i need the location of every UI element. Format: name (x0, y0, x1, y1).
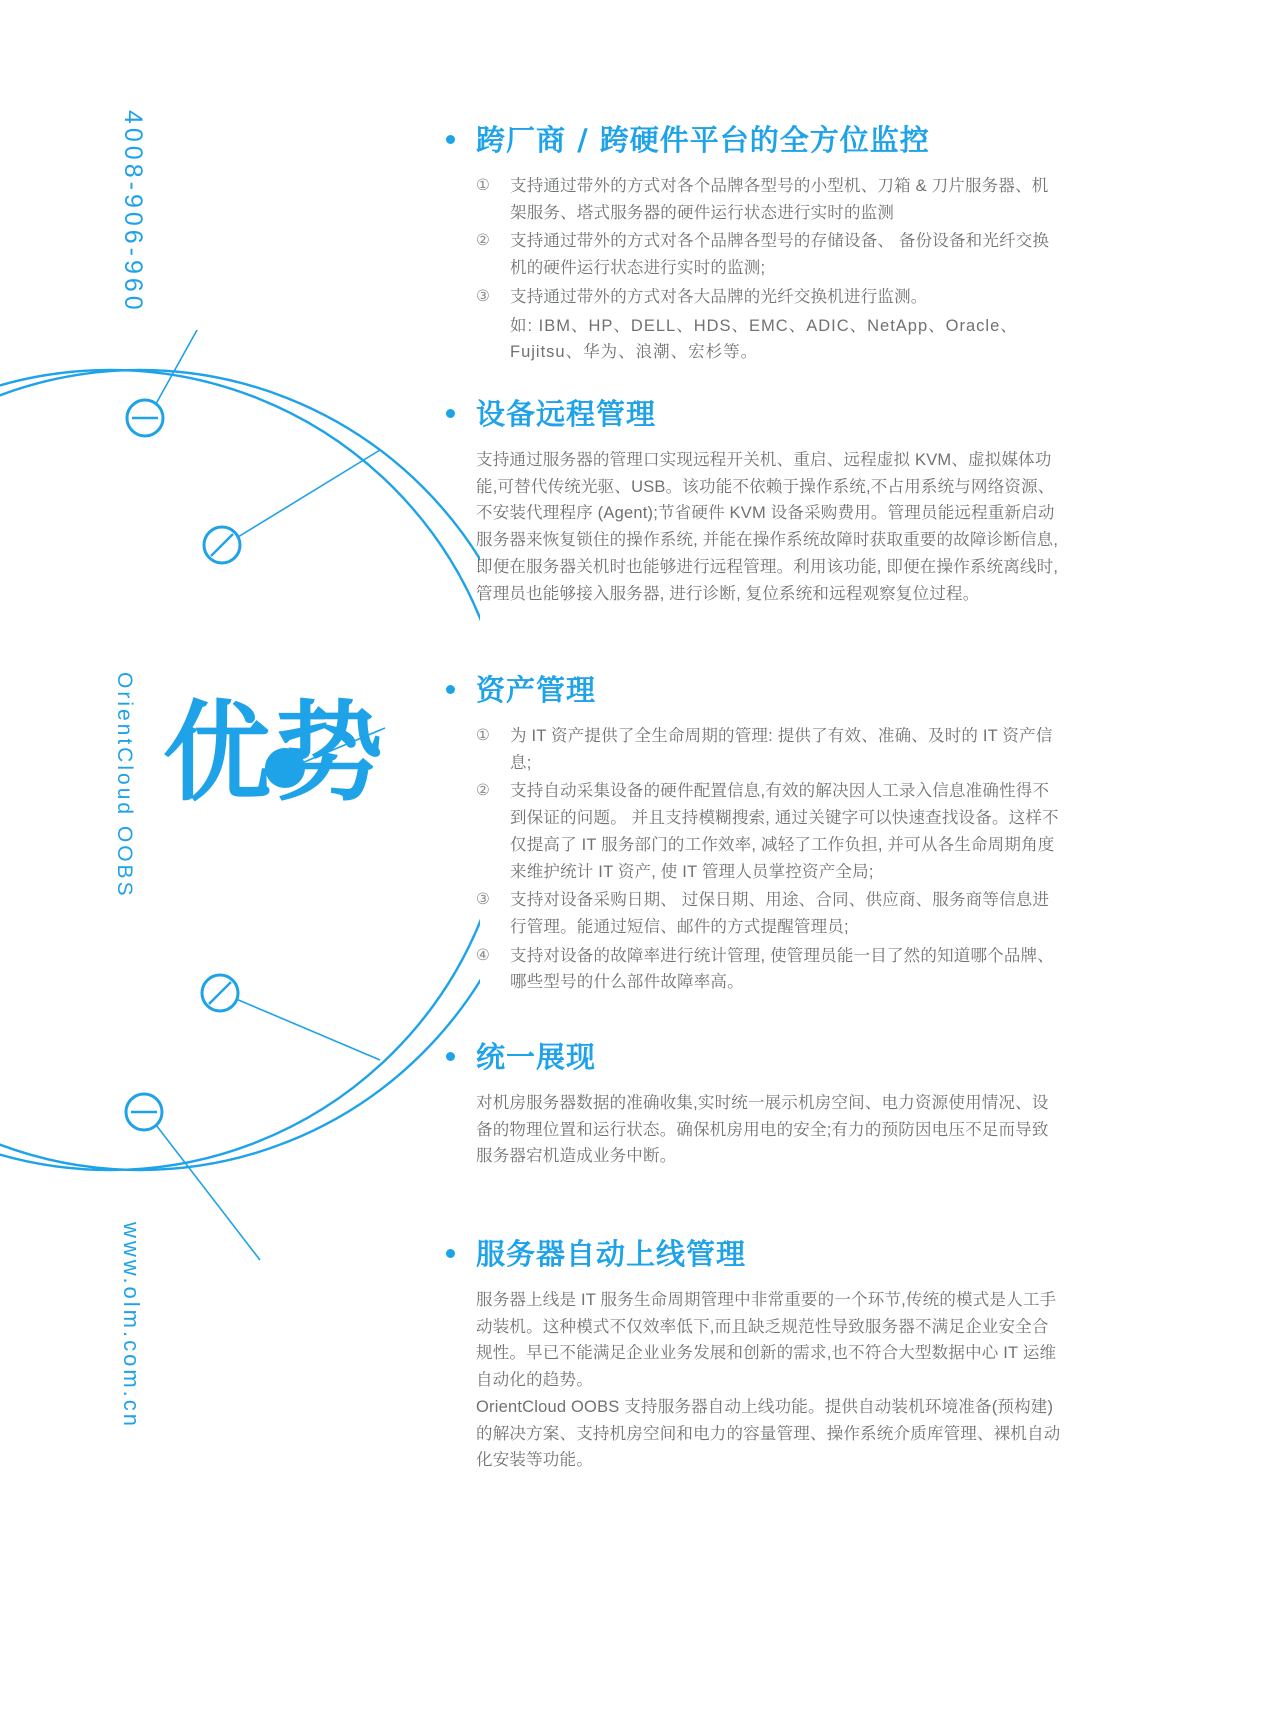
section-body (476, 1090, 1061, 1170)
section-body (476, 173, 1061, 366)
paragraph: 支持通过服务器的管理口实现远程开关机、重启、远程虚拟 KVM、虚拟媒体功能,可替代传统光驱、USB。该功能不依赖于操作系统,不占用系统与网络资源、不安装代理程序 (Agent);节省硬件 KVM 设备采购费用。管理员能远程重新启动服务器来恢复锁住的操作系统, 并能在操作系统故障时获取重要的故障诊断信息, 即便在服务器关机时也能够进行远程管理。利用该功能, 即便在操作系统离线时, 管理员也能够接入服务器, 进行诊断, 复位系统和远程观察复位过程。 (476, 451, 1059, 603)
paragraph: OrientCloud OOBS 支持服务器自动上线功能。提供自动装机环境准备(预构建)的解决方案、支持机房空间和电力的容量管理、操作系统介质库管理、裸机自动化安装等功能。 (476, 1397, 1061, 1470)
section-bullet-dot (446, 685, 455, 694)
section-title: 资产管理 (476, 673, 597, 707)
list-marker: ① (476, 727, 491, 744)
list-marker: ③ (476, 891, 491, 909)
section-asset-management (476, 668, 1061, 998)
slashed-circle-icon (204, 527, 240, 563)
section-body (476, 723, 1061, 996)
section-body (476, 1287, 1061, 1474)
section-body (476, 447, 1061, 607)
phone-number: 4008-906-960 (119, 110, 147, 314)
list-marker: ① (476, 177, 491, 194)
list-marker: ② (476, 232, 491, 250)
decorative-circle-graphic (0, 330, 480, 1360)
slashed-circle-icon (202, 975, 238, 1011)
list-text: 支持对设备采购日期、 过保日期、用途、合同、供应商、服务商等信息进行管理。能通过短信、邮件的方式提醒管理员; (510, 891, 1050, 937)
paragraph: 对机房服务器数据的准确收集,实时统一展示机房空间、电力资源使用情况、设备的物理位置和运行状态。确保机房用电的安全;有力的预防因电压不足而导致服务器宕机造成业务中断。 (476, 1094, 1049, 1166)
vendor-note: 如: IBM、HP、DELL、HDS、EMC、ADIC、NetApp、Oracle、Fujitsu、华为、浪潮、宏杉等。 (510, 316, 1018, 362)
brand-name-vertical: OrientCloud OOBS (113, 672, 136, 899)
paragraph: 服务器上线是 IT 服务生命周期管理中非常重要的一个环节,传统的模式是人工手动装机。这种模式不仅效率低下,而且缺乏规范性导致服务器不满足企业安全合规性。早已不能满足企业业务发展和创新的需求,也不符合大型数据中心 IT 运维自动化的趋势。 (476, 1291, 1057, 1390)
circle-node-icon (126, 1094, 162, 1130)
list-text: 支持通过带外的方式对各大品牌的光纤交换机进行监测。 (510, 287, 928, 306)
list-text: 为 IT 资产提供了全生命周期的管理: 提供了有效、准确、及时的 IT 资产信息; (510, 727, 1053, 772)
section-bullet-dot (446, 135, 455, 144)
section-remote-device-management (476, 392, 1061, 607)
list-item (476, 284, 1061, 311)
list-text: 支持通过带外的方式对各个品牌各型号的存储设备、 备份设备和光纤交换机的硬件运行状态进行实时的监测; (510, 232, 1050, 278)
section-cross-vendor-monitoring (476, 118, 1061, 366)
list-text: 支持对设备的故障率进行统计管理, 使管理员能一目了然的知道哪个品牌、哪些型号的什么部件故障率高。 (510, 946, 1054, 992)
section-bullet-dot (446, 1052, 455, 1061)
circle-node-icon (127, 400, 163, 436)
website-url: www.olm.com.cn (119, 1222, 144, 1430)
section-title: 跨厂商 / 跨硬件平台的全方位监控 (476, 123, 930, 157)
section-bullet-dot (446, 409, 455, 418)
list-item (476, 887, 1061, 940)
section-title: 设备远程管理 (476, 397, 657, 431)
numbered-list (476, 173, 1061, 311)
section-unified-presentation (476, 1035, 1061, 1170)
list-item (476, 228, 1061, 281)
list-marker: ③ (476, 287, 491, 305)
section-bullet-dot (446, 1249, 455, 1258)
list-text: 支持自动采集设备的硬件配置信息,有效的解决因人工录入信息准确性得不到保证的问题。 并且支持模糊搜索, 通过关键字可以快速查找设备。这样不仅提高了 IT 服务部门的工作效率, 减轻了工作负担, 并可从各生命周期角度来维护统计 IT 资产, 使 IT 管理人员掌控资产全局; (510, 782, 1059, 881)
section-title: 服务器自动上线管理 (476, 1237, 747, 1271)
list-item (476, 173, 1061, 226)
list-text: 支持通过带外的方式对各个品牌各型号的小型机、刀箱 & 刀片服务器、机架服务、塔式服务器的硬件运行状态进行实时的监测 (510, 177, 1049, 222)
list-item (476, 723, 1061, 776)
center-headline: 优势 (163, 691, 388, 816)
list-item (476, 778, 1061, 885)
numbered-list (476, 723, 1061, 996)
list-marker: ② (476, 782, 491, 800)
section-server-auto-provisioning (476, 1232, 1061, 1474)
section-title: 统一展现 (476, 1040, 597, 1074)
list-marker: ④ (476, 946, 491, 964)
list-item (476, 943, 1061, 996)
